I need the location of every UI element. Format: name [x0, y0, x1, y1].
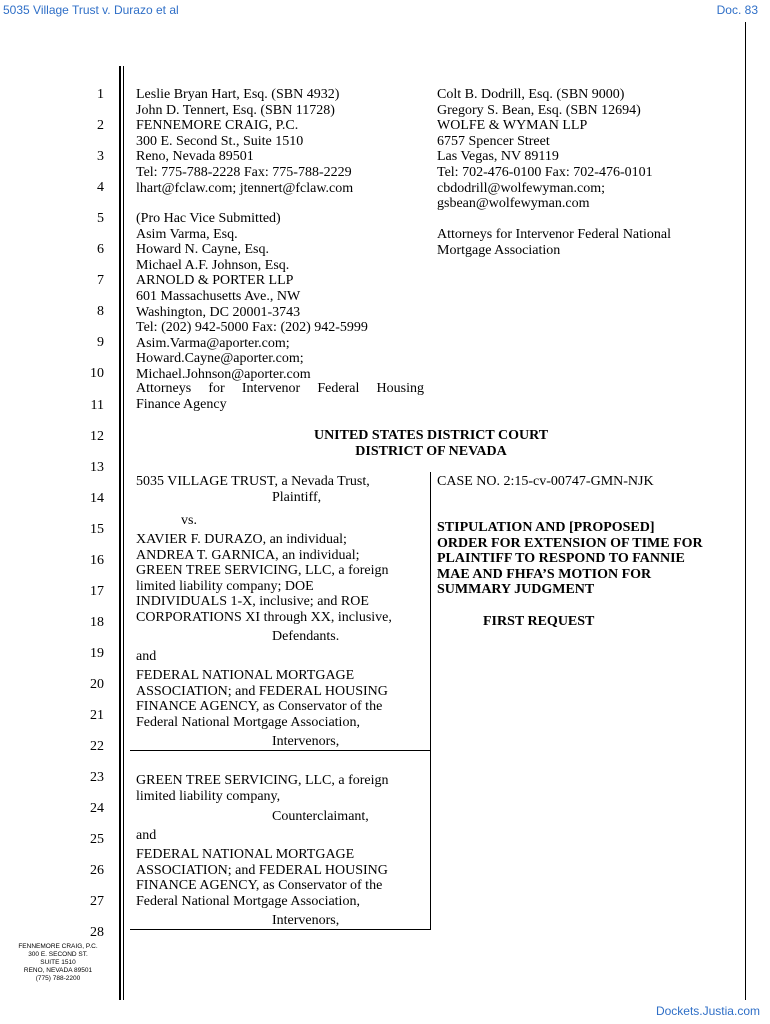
left-counsel-line: John D. Tennert, Esq. (SBN 11728) [136, 102, 335, 118]
line-number: 13 [90, 459, 104, 475]
caption-rule-1 [130, 750, 430, 751]
line-number: 12 [90, 428, 104, 444]
left-counsel-line: lhart@fclaw.com; jtennert@fclaw.com [136, 180, 354, 196]
left-counsel-line: Tel: (202) 942-5000 Fax: (202) 942-5999 [136, 320, 368, 336]
intervenors-role-block [272, 734, 339, 750]
case-title-link[interactable]: 5035 Village Trust v. Durazo et al [3, 3, 179, 17]
intervenor-line: Federal National Mortgage Association, [136, 714, 360, 730]
intervenors-2-role: Intervenors, [272, 913, 340, 928]
counterclaimant-line: GREEN TREE SERVICING, LLC, a foreign [136, 773, 389, 788]
and-block-2 [136, 828, 156, 844]
caption-rule-2 [130, 929, 430, 930]
firm-footer [8, 943, 108, 983]
left-counsel-line: FENNEMORE CRAIG, P.C. [136, 118, 299, 134]
plaintiff-name: 5035 VILLAGE TRUST, a Nevada Trust, [136, 474, 370, 489]
right-counsel-role-line: Attorneys for Intervenor Federal National [437, 227, 672, 242]
document-title [437, 520, 703, 598]
intervenors-block [136, 668, 388, 730]
right-counsel-line: Gregory S. Bean, Esq. (SBN 12694) [437, 102, 641, 118]
line-number: 21 [90, 708, 104, 723]
intervenor-line: ASSOCIATION; and FEDERAL HOUSING [136, 862, 388, 878]
line-number: 8 [97, 304, 104, 320]
line-number: 26 [90, 863, 104, 879]
defendants-role: Defendants. [272, 629, 340, 644]
request-label: FIRST REQUEST [483, 614, 595, 629]
and-label-2: and [136, 828, 157, 843]
caption-vs [181, 513, 197, 529]
line-number: 16 [90, 552, 104, 568]
defendant-line: XAVIER F. DURAZO, an individual; [136, 532, 347, 547]
left-counsel-line: Asim Varma, Esq. [136, 226, 238, 242]
intervenor-line: FINANCE AGENCY, as Conservator of the [136, 699, 383, 715]
left-counsel-line: 601 Massachusetts Ave., NW [136, 288, 301, 304]
court-name: UNITED STATES DISTRICT COURT [313, 428, 549, 443]
intervenor-line: ASSOCIATION; and FEDERAL HOUSING [136, 683, 388, 699]
line-number: 17 [90, 583, 104, 599]
left-counsel-line: Washington, DC 20001-3743 [136, 304, 301, 320]
line-number: 4 [97, 180, 104, 196]
right-counsel-line: Las Vegas, NV 89119 [437, 149, 559, 165]
left-counsel-role-word: Attorneys [136, 381, 192, 396]
right-counsel-line: WOLFE & WYMAN LLP [437, 118, 588, 134]
left-counsel-role-line-2: Finance Agency [136, 397, 227, 412]
left-counsel-role [136, 381, 424, 397]
right-counsel-line: Colt B. Dodrill, Esq. (SBN 9000) [437, 87, 625, 102]
left-counsel-line: Michael A.F. Johnson, Esq. [136, 257, 290, 273]
document-title-line: PLAINTIFF TO RESPOND TO FANNIE [437, 551, 685, 567]
left-counsel-role-2 [136, 397, 227, 413]
defendant-line: ANDREA T. GARNICA, an individual; [136, 547, 360, 563]
versus-label: vs. [181, 513, 197, 528]
line-number: 3 [97, 149, 104, 165]
court-heading [136, 428, 726, 459]
line-number: 22 [90, 739, 104, 755]
line-number: 19 [90, 645, 104, 661]
left-counsel-line: Howard.Cayne@aporter.com; [136, 351, 304, 367]
line-number: 20 [90, 676, 104, 692]
firm-footer-line: RENO, NEVADA 89501 [23, 967, 93, 974]
line-number: 10 [90, 366, 104, 382]
caption-divider [430, 472, 431, 930]
line-number: 5 [97, 211, 104, 227]
line-number: 18 [90, 614, 104, 630]
intervenors-block-2 [136, 847, 388, 909]
intervenors-role: Intervenors, [272, 734, 340, 749]
right-counsel-role-line: Mortgage Association [437, 242, 561, 258]
line-number: 6 [97, 242, 104, 258]
document-title-line: SUMMARY JUDGMENT [437, 582, 595, 598]
defendants-block [136, 532, 392, 626]
line-number: 7 [97, 273, 104, 289]
firm-footer-line: FENNEMORE CRAIG, P.C. [18, 943, 98, 950]
line-number: 2 [97, 118, 104, 134]
intervenors-2-role-block [272, 913, 339, 929]
left-counsel-role-word: Intervenor [241, 381, 301, 396]
left-counsel-line: Asim.Varma@aporter.com; [136, 335, 290, 351]
defendant-line: INDIVIDUALS 1-X, inclusive; and ROE [136, 594, 369, 610]
intervenor-line: Federal National Mortgage Association, [136, 893, 360, 909]
case-number-block [437, 474, 654, 490]
defendants-role-block [272, 629, 339, 645]
line-number: 11 [90, 397, 104, 413]
left-counsel-role-word: Federal [317, 381, 360, 396]
and-block-1 [136, 649, 156, 665]
line-number: 14 [90, 490, 104, 506]
document-title-line: MAE AND FHFA’S MOTION FOR [437, 566, 652, 582]
line-number: 27 [90, 894, 104, 910]
left-margin-rule-outer [119, 66, 121, 1000]
justia-watermark-link[interactable]: Dockets.Justia.com [655, 1004, 760, 1018]
caption-parties [136, 474, 426, 505]
intervenor-line: FINANCE AGENCY, as Conservator of the [136, 878, 383, 894]
doc-number-link[interactable]: Doc. 83 [716, 3, 758, 17]
firm-footer-line: (775) 788-2200 [35, 975, 81, 982]
left-counsel-line: 300 E. Second St., Suite 1510 [136, 133, 304, 149]
left-counsel-line: Leslie Bryan Hart, Esq. (SBN 4932) [136, 87, 340, 102]
right-counsel-line: gsbean@wolfewyman.com [437, 196, 590, 212]
right-margin-rule [745, 22, 746, 1000]
right-counsel-line: cbdodrill@wolfewyman.com; [437, 180, 606, 196]
defendant-line: limited liability company; DOE [136, 578, 314, 594]
right-counsel-line: Tel: 702-476-0100 Fax: 702-476-0101 [437, 164, 653, 180]
left-counsel-block [136, 87, 353, 196]
left-counsel-line: (Pro Hac Vice Submitted) [136, 211, 281, 226]
intervenor-line: FEDERAL NATIONAL MORTGAGE [136, 668, 355, 683]
left-counsel-block-2 [136, 211, 368, 383]
line-number: 25 [90, 832, 104, 848]
left-counsel-line: Howard N. Cayne, Esq. [136, 242, 269, 258]
right-counsel-block [437, 87, 653, 212]
counterclaimant-role-block [272, 809, 369, 825]
case-number: CASE NO. 2:15-cv-00747-GMN-NJK [437, 474, 654, 489]
line-number: 1 [97, 87, 104, 102]
left-margin-rule-inner [123, 66, 124, 1000]
line-number: 23 [90, 770, 104, 786]
left-counsel-line: Tel: 775-788-2228 Fax: 775-788-2229 [136, 164, 352, 180]
defendant-line: GREEN TREE SERVICING, LLC, a foreign [136, 563, 389, 579]
counterclaimant-role: Counterclaimant, [272, 809, 369, 824]
counterclaimant-block [136, 773, 389, 804]
line-number: 28 [90, 925, 104, 941]
right-counsel-role [437, 227, 671, 258]
and-label-1: and [136, 649, 157, 664]
right-counsel-line: 6757 Spencer Street [437, 133, 550, 149]
defendant-line: CORPORATIONS XI through XX, inclusive, [136, 609, 392, 625]
line-number: 9 [97, 335, 104, 351]
left-counsel-role-word: for [208, 381, 225, 396]
firm-footer-line: 300 E. SECOND ST. [28, 951, 88, 958]
document-title-line: ORDER FOR EXTENSION OF TIME FOR [437, 535, 703, 551]
line-number: 15 [90, 521, 104, 537]
document-title-line: STIPULATION AND [PROPOSED] [437, 520, 655, 535]
court-district: DISTRICT OF NEVADA [355, 443, 507, 459]
intervenor-line: FEDERAL NATIONAL MORTGAGE [136, 847, 355, 862]
left-counsel-line: Michael.Johnson@aporter.com [136, 366, 311, 382]
left-counsel-role-word: Housing [376, 381, 424, 396]
counterclaimant-line: limited liability company, [136, 788, 281, 804]
firm-footer-line: SUITE 1510 [40, 959, 76, 966]
left-counsel-line: Reno, Nevada 89501 [136, 149, 254, 165]
plaintiff-role: Plaintiff, [272, 489, 322, 505]
request-label-block [483, 614, 594, 630]
left-counsel-line: ARNOLD & PORTER LLP [136, 273, 294, 289]
line-number: 24 [90, 801, 104, 817]
